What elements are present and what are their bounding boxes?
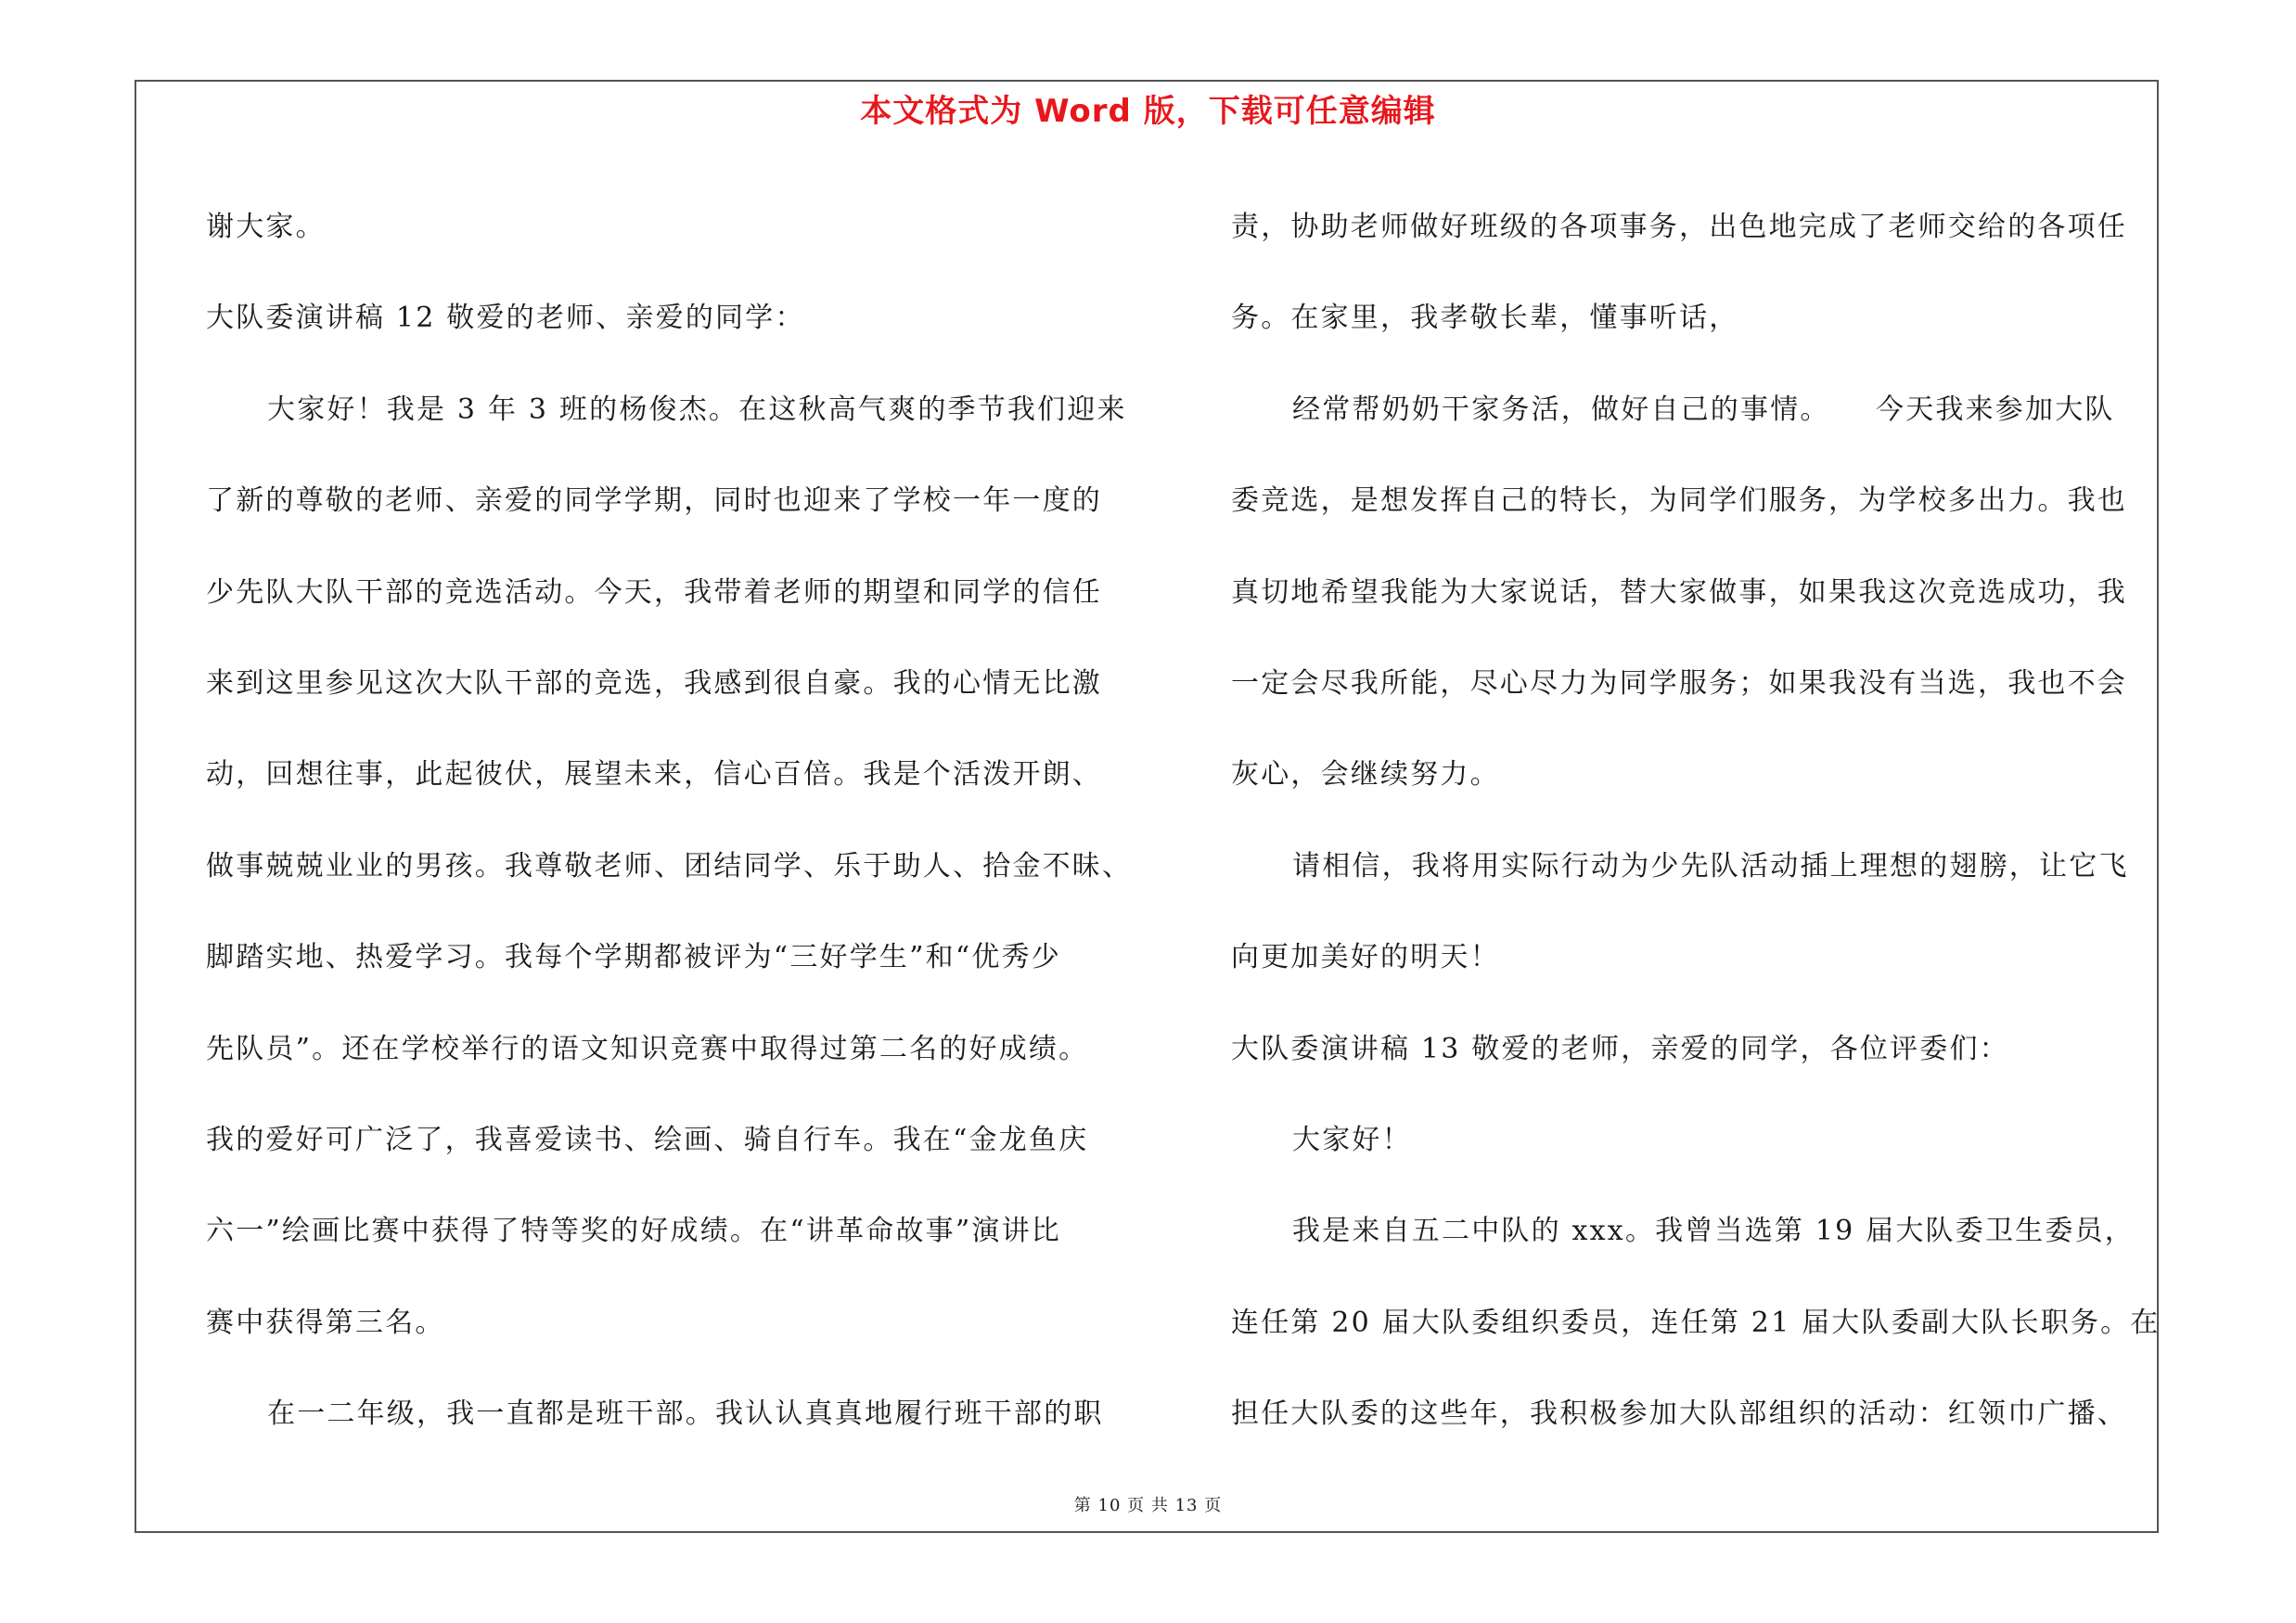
text-line: 真切地希望我能为大家说话，替大家做事，如果我这次竞选成功，我 <box>1231 575 2127 609</box>
text-line: 动，回想往事，此起彼伏，展望未来，信心百倍。我是个活泼开朗、 <box>206 758 1102 792</box>
text-line: 务。在家里，我孝敬长辈，懂事听话， <box>1231 302 1739 335</box>
text-line: 委竞选，是想发挥自己的特长，为同学们服务，为学校多出力。我也 <box>1231 484 2127 518</box>
text-line: 大队委演讲稿 12 敬爱的老师、亲爱的同学： <box>206 302 805 335</box>
text-line: 来到这里参见这次大队干部的竞选，我感到很自豪。我的心情无比激 <box>206 666 1102 700</box>
left-column <box>206 182 1133 1460</box>
text-line: 做事兢兢业业的男孩。我尊敬老师、团结同学、乐于助人、拾金不昧、 <box>206 849 1133 882</box>
text-line: 大队委演讲稿 13 敬爱的老师，亲爱的同学，各位评委们： <box>1231 1032 2009 1065</box>
text-line: 经常帮奶奶干家务活，做好自己的事情。 今天我来参加大队 <box>1292 393 2115 426</box>
text-line: 谢大家。 <box>206 211 326 243</box>
text-line: 一定会尽我所能，尽心尽力为同学服务；如果我没有当选，我也不会 <box>1231 666 2127 700</box>
text-line: 六一”绘画比赛中获得了特等奖的好成绩。在“讲革命故事”演讲比 <box>206 1215 1062 1248</box>
text-line: 了新的尊敬的老师、亲爱的同学学期，同时也迎来了学校一年一度的 <box>206 484 1102 518</box>
header-banner: 本文格式为 Word 版，下载可任意编辑 <box>860 93 1436 130</box>
text-line: 脚踏实地、热爱学习。我每个学期都被评为“三好学生”和“优秀少 <box>206 941 1062 974</box>
text-line: 赛中获得第三名。 <box>206 1306 445 1339</box>
text-line: 大家好！我是 3 年 3 班的杨俊杰。在这秋高气爽的季节我们迎来 <box>267 393 1127 426</box>
text-line: 我是来自五二中队的 xxx。我曾当选第 19 届大队委卫生委员， <box>1292 1215 2135 1248</box>
page-number: 第 10 页 共 13 页 <box>1073 1496 1223 1515</box>
text-line: 连任第 20 届大队委组织委员，连任第 21 届大队委副大队长职务。在 <box>1231 1306 2161 1339</box>
text-line: 请相信，我将用实际行动为少先队活动插上理想的翅膀，让它飞 <box>1292 849 2129 882</box>
text-line: 责，协助老师做好班级的各项事务，出色地完成了老师交给的各项任 <box>1231 211 2127 243</box>
text-line: 在一二年级，我一直都是班干部。我认认真真地履行班干部的职 <box>267 1398 1104 1431</box>
text-line: 先队员”。还在学校举行的语文知识竞赛中取得过第二名的好成绩。 <box>206 1032 1089 1065</box>
text-line: 我的爱好可广泛了，我喜爱读书、绘画、骑自行车。我在“金龙鱼庆 <box>206 1123 1089 1156</box>
text-line: 灰心，会继续努力。 <box>1231 758 1500 792</box>
right-column <box>1231 182 2161 1460</box>
text-line: 少先队大队干部的竞选活动。今天，我带着老师的期望和同学的信任 <box>206 575 1102 609</box>
text-line: 担任大队委的这些年，我积极参加大队部组织的活动：红领巾广播、 <box>1231 1398 2127 1431</box>
text-line: 向更加美好的明天！ <box>1231 941 1500 974</box>
text-line: 大家好！ <box>1292 1123 1412 1156</box>
